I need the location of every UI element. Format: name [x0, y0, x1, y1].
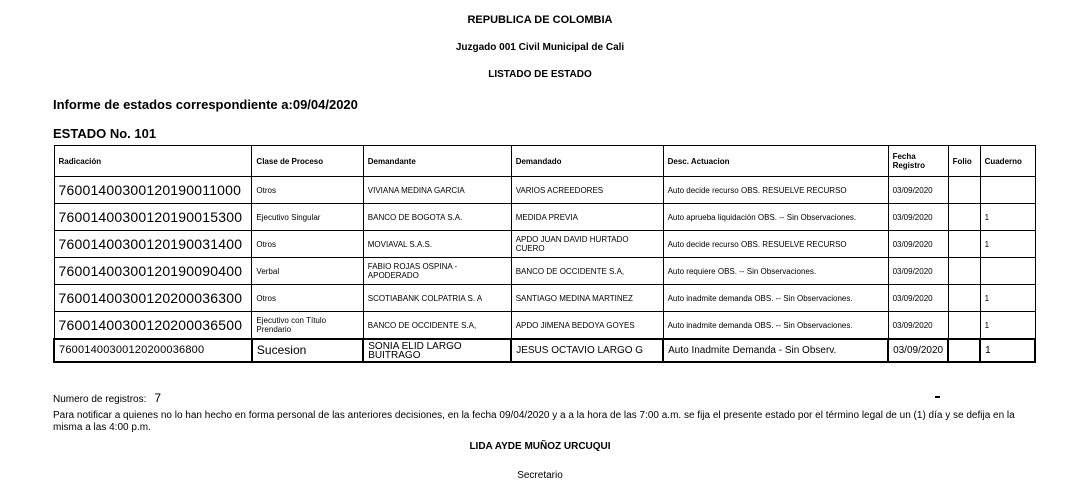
cell-desc: Auto Inadmite Demanda - Sin Observ. [663, 339, 888, 362]
cell-radicacion: 76001400300120200036800 [54, 339, 252, 362]
cell-folio [948, 177, 980, 204]
cell-demandante: BANCO DE OCCIDENTE S.A, [363, 312, 511, 340]
cell-folio [948, 312, 980, 340]
cell-cuaderno [980, 177, 1035, 204]
cell-radicacion: 76001400300120190015300 [54, 204, 252, 231]
cell-fecha: 03/09/2020 [888, 285, 948, 312]
col-header-cuaderno: Cuaderno [980, 146, 1035, 177]
cell-clase: Verbal [252, 258, 363, 285]
signatory-role: Secretario [517, 470, 563, 481]
header-court: Juzgado 001 Civil Municipal de Cali [455, 42, 625, 53]
cell-demandado: MEDIDA PREVIA [511, 204, 663, 231]
notification-text: Para notificar a quienes no lo han hecho en forma personal de las anteriores decisiones, en la fecha 09/04/2020 y a a la hora de las 7:00 a.m. se fija el presente estado por el término legal de un (1) día y se defija en la misma a las 4:00 p.m. [53, 410, 1015, 433]
cell-cuaderno [980, 258, 1035, 285]
cell-desc: Auto aprueba liquidación OBS. -- Sin Observaciones. [663, 204, 888, 231]
cell-demandado: APDO JUAN DAVID HURTADO CUERO [511, 231, 663, 258]
cell-desc: Auto inadmite demanda OBS. -- Sin Observaciones. [663, 285, 888, 312]
estado-table [53, 145, 1036, 363]
cell-radicacion: 76001400300120200036500 [54, 312, 252, 340]
cell-clase: Otros [252, 177, 363, 204]
col-header-fecha: Fecha Registro [888, 146, 948, 177]
cell-fecha: 03/09/2020 [888, 204, 948, 231]
cell-demandante: MOVIAVAL S.A.S. [363, 231, 511, 258]
cell-cuaderno: 1 [980, 312, 1035, 340]
cell-demandado: SANTIAGO MEDINA MARTINEZ [511, 285, 663, 312]
cell-desc: Auto inadmite demanda OBS. -- Sin Observaciones. [663, 312, 888, 340]
cell-clase: Ejecutivo Singular [252, 204, 363, 231]
cell-clase: Ejecutivo con Título Prendario [252, 312, 363, 340]
col-header-radicacion: Radicación [54, 146, 252, 177]
cell-cuaderno: 1 [980, 339, 1035, 362]
cell-demandante: SONIA ELID LARGO BUITRAGO [363, 339, 511, 362]
table-header-row [54, 146, 1035, 177]
cell-fecha: 03/09/2020 [888, 339, 948, 362]
header-list-title: LISTADO DE ESTADO [488, 69, 592, 80]
cell-demandado: APDO JIMENA BEDOYA GOYES [511, 312, 663, 340]
table-row [54, 285, 1035, 312]
cell-radicacion: 76001400300120190011000 [54, 177, 252, 204]
cell-fecha: 03/09/2020 [888, 258, 948, 285]
col-header-demandado: Demandado [511, 146, 663, 177]
signatory-name: LIDA AYDE MUÑOZ URCUQUI [469, 441, 611, 452]
cell-radicacion: 76001400300120200036300 [54, 285, 252, 312]
report-date-title: Informe de estados correspondiente a:09/04/2020 [53, 97, 358, 112]
col-header-folio: Folio [948, 146, 980, 177]
cell-demandado: VARIOS ACREEDORES [511, 177, 663, 204]
cell-folio [948, 204, 980, 231]
cell-radicacion: 76001400300120190090400 [54, 258, 252, 285]
col-header-clase: Clase de Proceso [252, 146, 363, 177]
header-country: REPUBLICA DE COLOMBIA [467, 14, 613, 26]
cell-demandante: BANCO DE BOGOTA S.A. [363, 204, 511, 231]
cell-demandante: SCOTIABANK COLPATRIA S. A [363, 285, 511, 312]
cell-demandante: VIVIANA MEDINA GARCIA [363, 177, 511, 204]
cell-cuaderno: 1 [980, 231, 1035, 258]
cell-desc: Auto decide recurso OBS. RESUELVE RECURSO [663, 231, 888, 258]
cell-folio [948, 231, 980, 258]
cell-folio [948, 285, 980, 312]
cell-cuaderno: 1 [980, 285, 1035, 312]
cell-demandado: JESUS OCTAVIO LARGO G [511, 339, 663, 362]
record-count-label: Numero de registros: [53, 394, 147, 405]
cell-demandado: BANCO DE OCCIDENTE S.A, [511, 258, 663, 285]
cell-clase: Sucesion [252, 339, 363, 362]
cell-clase: Otros [252, 231, 363, 258]
cell-cuaderno: 1 [980, 204, 1035, 231]
cell-fecha: 03/09/2020 [888, 231, 948, 258]
cell-clase: Otros [252, 285, 363, 312]
cell-desc: Auto decide recurso OBS. RESUELVE RECURSO [663, 177, 888, 204]
cell-folio [948, 258, 980, 285]
table-row [54, 204, 1035, 231]
cell-fecha: 03/09/2020 [888, 177, 948, 204]
cell-folio [948, 339, 980, 362]
col-header-demandante: Demandante [363, 146, 511, 177]
table-row [54, 312, 1035, 340]
cell-desc: Auto requiere OBS. -- Sin Observaciones. [663, 258, 888, 285]
table-row [54, 177, 1035, 204]
table-row [54, 231, 1035, 258]
table-row [54, 339, 1035, 362]
estado-number: ESTADO No. 101 [53, 126, 157, 141]
cell-demandante: FABIO ROJAS OSPINA - APODERADO [363, 258, 511, 285]
cell-fecha: 03/09/2020 [888, 312, 948, 340]
cell-radicacion: 76001400300120190031400 [54, 231, 252, 258]
col-header-desc: Desc. Actuacion [663, 146, 888, 177]
stray-mark [935, 396, 940, 398]
record-count-value: 7 [154, 391, 162, 405]
table-row [54, 258, 1035, 285]
record-count [53, 391, 161, 405]
